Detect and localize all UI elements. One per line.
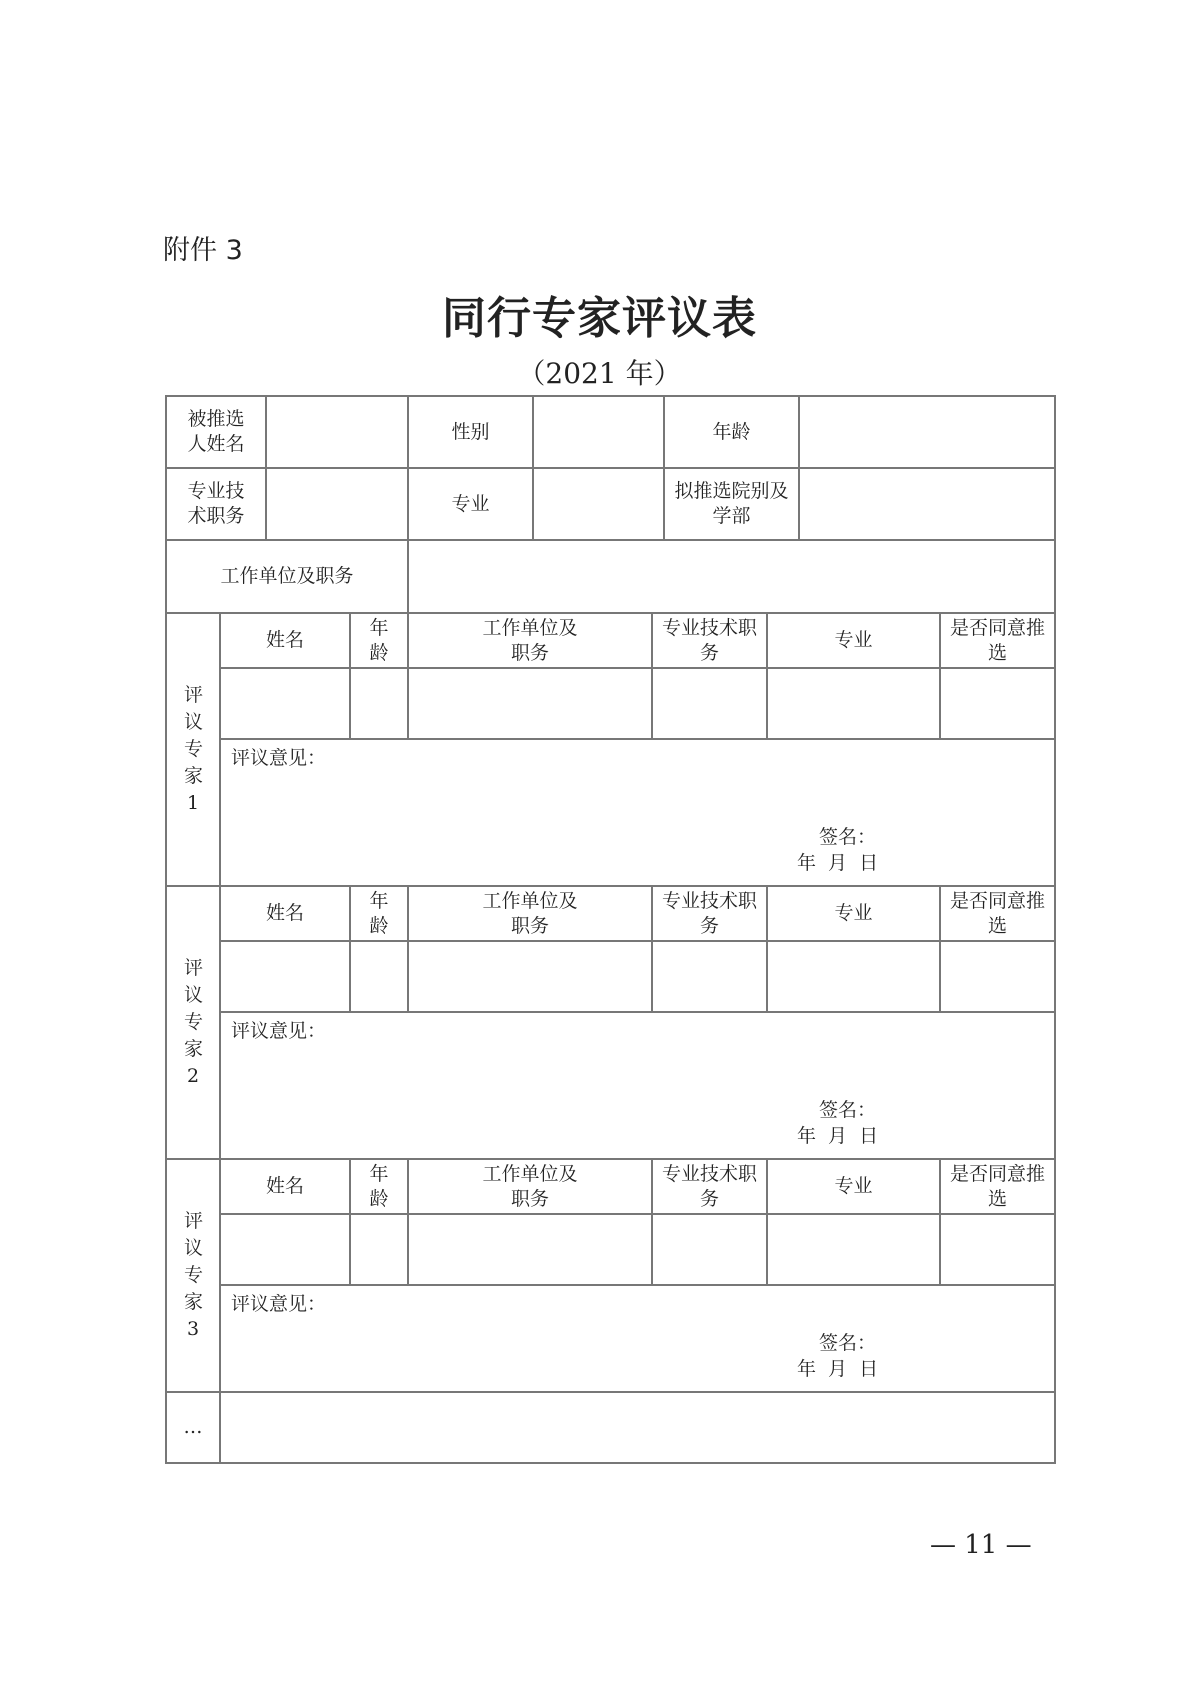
- expert-agree-field[interactable]: [940, 1214, 1055, 1285]
- expert-age-header: 年龄: [350, 886, 408, 941]
- expert-name-field[interactable]: [220, 1214, 350, 1285]
- review-form-table: [165, 395, 1056, 1464]
- expert-major-field[interactable]: [767, 941, 940, 1012]
- more-experts-label: …: [166, 1392, 220, 1463]
- expert-major-field[interactable]: [767, 668, 940, 739]
- dept-label: 拟推选院别及学部: [664, 468, 799, 540]
- title-field[interactable]: [266, 468, 408, 540]
- expert-work-header: 工作单位及职务: [408, 613, 652, 668]
- work-field[interactable]: [408, 540, 1055, 613]
- more-experts-field[interactable]: [220, 1392, 1055, 1463]
- opinion-label: 评议意见：: [231, 747, 327, 769]
- expert-agree-header: 是否同意推选: [940, 613, 1055, 668]
- expert-title-header: 专业技术职务: [652, 613, 767, 668]
- expert-age-field[interactable]: [350, 1214, 408, 1285]
- page-number: — 11 —: [930, 1530, 1032, 1560]
- expert-title-field[interactable]: [652, 941, 767, 1012]
- date-label: 年 月 日: [797, 1125, 879, 1147]
- gender-field[interactable]: [533, 396, 664, 468]
- expert-title-header: 专业技术职务: [652, 886, 767, 941]
- major-label: 专业: [408, 468, 533, 540]
- expert-age-header: 年龄: [350, 1159, 408, 1214]
- attachment-label: 附件 3: [163, 235, 243, 266]
- expert-work-header: 工作单位及职务: [408, 1159, 652, 1214]
- date-label: 年 月 日: [797, 1358, 879, 1380]
- expert-name-header: 姓名: [220, 613, 350, 668]
- expert-label: 评议专家1: [166, 613, 220, 886]
- expert-major-header: 专业: [767, 886, 940, 941]
- signature-label: 签名：: [819, 1332, 877, 1354]
- expert-work-field[interactable]: [408, 941, 652, 1012]
- expert-age-field[interactable]: [350, 941, 408, 1012]
- expert-age-field[interactable]: [350, 668, 408, 739]
- expert-title-field[interactable]: [652, 1214, 767, 1285]
- expert-agree-header: 是否同意推选: [940, 1159, 1055, 1214]
- signature-label: 签名：: [819, 826, 877, 848]
- expert-name-header: 姓名: [220, 1159, 350, 1214]
- nominee-name-field[interactable]: [266, 396, 408, 468]
- expert-opinion-field[interactable]: [220, 739, 1055, 886]
- expert-major-header: 专业: [767, 613, 940, 668]
- expert-agree-field[interactable]: [940, 668, 1055, 739]
- major-field[interactable]: [533, 468, 664, 540]
- expert-opinion-field[interactable]: [220, 1285, 1055, 1392]
- opinion-label: 评议意见：: [231, 1293, 327, 1315]
- gender-label: 性别: [408, 396, 533, 468]
- age-field[interactable]: [799, 396, 1055, 468]
- date-label: 年 月 日: [797, 852, 879, 874]
- expert-major-field[interactable]: [767, 1214, 940, 1285]
- dept-field[interactable]: [799, 468, 1055, 540]
- expert-opinion-field[interactable]: [220, 1012, 1055, 1159]
- expert-agree-header: 是否同意推选: [940, 886, 1055, 941]
- age-label: 年龄: [664, 396, 799, 468]
- nominee-name-label: 被推选人姓名: [166, 396, 266, 468]
- expert-work-header: 工作单位及职务: [408, 886, 652, 941]
- page-title: 同行专家评议表: [442, 293, 757, 344]
- expert-name-field[interactable]: [220, 668, 350, 739]
- year-label: （2021 年）: [517, 357, 682, 390]
- expert-name-header: 姓名: [220, 886, 350, 941]
- signature-label: 签名：: [819, 1099, 877, 1121]
- expert-work-field[interactable]: [408, 668, 652, 739]
- expert-work-field[interactable]: [408, 1214, 652, 1285]
- work-label: 工作单位及职务: [166, 540, 408, 613]
- expert-title-header: 专业技术职务: [652, 1159, 767, 1214]
- expert-name-field[interactable]: [220, 941, 350, 1012]
- expert-title-field[interactable]: [652, 668, 767, 739]
- opinion-label: 评议意见：: [231, 1020, 327, 1042]
- expert-label: 评议专家2: [166, 886, 220, 1159]
- expert-agree-field[interactable]: [940, 941, 1055, 1012]
- expert-label: 评议专家3: [166, 1159, 220, 1392]
- expert-major-header: 专业: [767, 1159, 940, 1214]
- expert-age-header: 年龄: [350, 613, 408, 668]
- title-label: 专业技术职务: [166, 468, 266, 540]
